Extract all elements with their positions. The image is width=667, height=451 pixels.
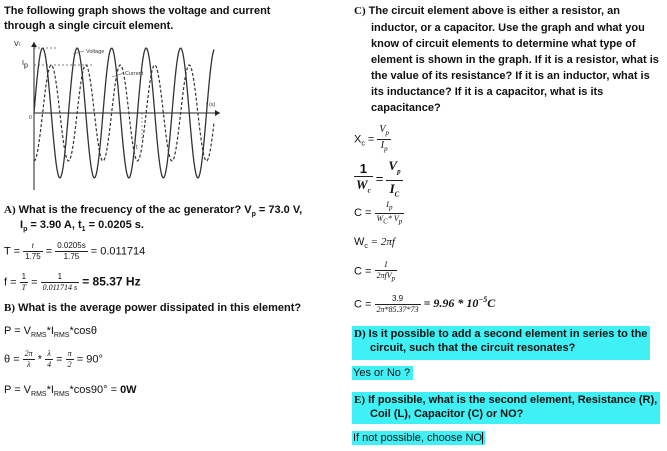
question-c-line-5: the value of its resistance? If it is an inductor, what is	[371, 70, 650, 82]
question-c-line-7: capacitance?	[371, 102, 441, 114]
question-c-line-4: element is shown in the graph. If it is a resistor, what is	[371, 54, 659, 66]
t-axis-arrow	[215, 110, 220, 116]
power-result: $P = V_{RMS}*I_{RMS}*\cos 90^\circ = 0W$	[4, 384, 137, 399]
power-formula: $P = V_{RMS}*I_{RMS}*\cos\theta$	[4, 325, 98, 340]
question-e-answer[interactable]: If not possible, choose NO	[352, 431, 485, 445]
question-a-line-2: $I_p = 3.90$ A, $t_1 = 0.0205$ s.	[20, 219, 144, 234]
question-d-answer[interactable]: Yes or No ?	[352, 366, 413, 380]
angular-frequency: $W_c = 2\pi f$	[354, 236, 395, 251]
t1-label: t	[136, 145, 138, 151]
t-axis-label: t (s)	[206, 102, 216, 108]
ip-axis-label: $I_p$	[22, 60, 28, 70]
period-calculation: T = $\frac{t}{1.75}$ = $\frac{0.0205s}{1.75}$ = 0.011714	[4, 241, 146, 261]
voltage-current-graph	[28, 40, 228, 192]
question-c-line-2: inductor, or a capacitor. Use the graph and what you	[371, 22, 645, 34]
question-a-marker: A)	[4, 204, 16, 216]
frequency-calculation: f = $\frac{1}{T}$ = $\frac{1}{0.011714 s}$ = 85.37 Hz	[4, 272, 141, 292]
intro-line-2: through a single circuit element.	[4, 20, 174, 32]
capacitance-formula-1: C = $\frac{I_p}{W_C* V_p}$	[354, 200, 403, 226]
v-axis-label: Vi	[14, 41, 20, 48]
y-axis-arrow	[31, 42, 37, 47]
question-e: E) If possible, what is the second element, Resistance (R), Coil (L), Capacitor (C) or NO?	[352, 392, 660, 424]
xc-formula: $X_c$ = $\frac{V_p}{I_p}$	[354, 124, 389, 153]
capacitance-formula-2: C = $\frac{I}{2\pi fV_p}$	[354, 260, 396, 283]
current-pointer	[112, 73, 124, 77]
question-d: D) Is it possible to add a second element in series to the circuit, such that the circuit resonates?	[352, 326, 650, 360]
current-label: Current	[125, 71, 144, 77]
question-c-marker: C)	[354, 5, 366, 17]
capacitance-result: C = $\frac{3.9}{2\pi*85.37*73}$ = $9.96 * 10^{-5}C$	[354, 294, 496, 314]
question-b: B) What is the average power dissipated in this element?	[4, 302, 302, 314]
frequency-result: = 85.37 Hz	[82, 274, 141, 289]
question-c-line-6: its inductance? If it is a capacitor, what is its	[371, 86, 604, 98]
question-c-line-1: C) The circuit element above is either a resistor, an	[354, 5, 620, 17]
text-cursor	[482, 432, 483, 444]
impedance-equation: $\frac{1}{W_c}$ = $\frac{V_p}{I_C}$	[356, 158, 401, 199]
question-d-marker: D)	[354, 328, 366, 340]
question-a: A) What is the frecuency of the ac generator? $V_p = 73.0$ V,	[4, 204, 303, 219]
question-e-marker: E)	[354, 394, 365, 406]
theta-calculation: θ = $\frac{2\pi}{\lambda}$ * $\frac{\lambda}{4}$ = $\frac{\pi}{2}$ = 90°	[4, 349, 103, 369]
origin-label: 0	[29, 115, 32, 121]
voltage-label: Voltage	[86, 49, 105, 55]
question-c-line-3: know of circuit elements to determine what type of	[371, 38, 636, 50]
intro-line-1: The following graph shows the voltage and current	[4, 5, 271, 17]
question-b-marker: B)	[4, 302, 15, 314]
